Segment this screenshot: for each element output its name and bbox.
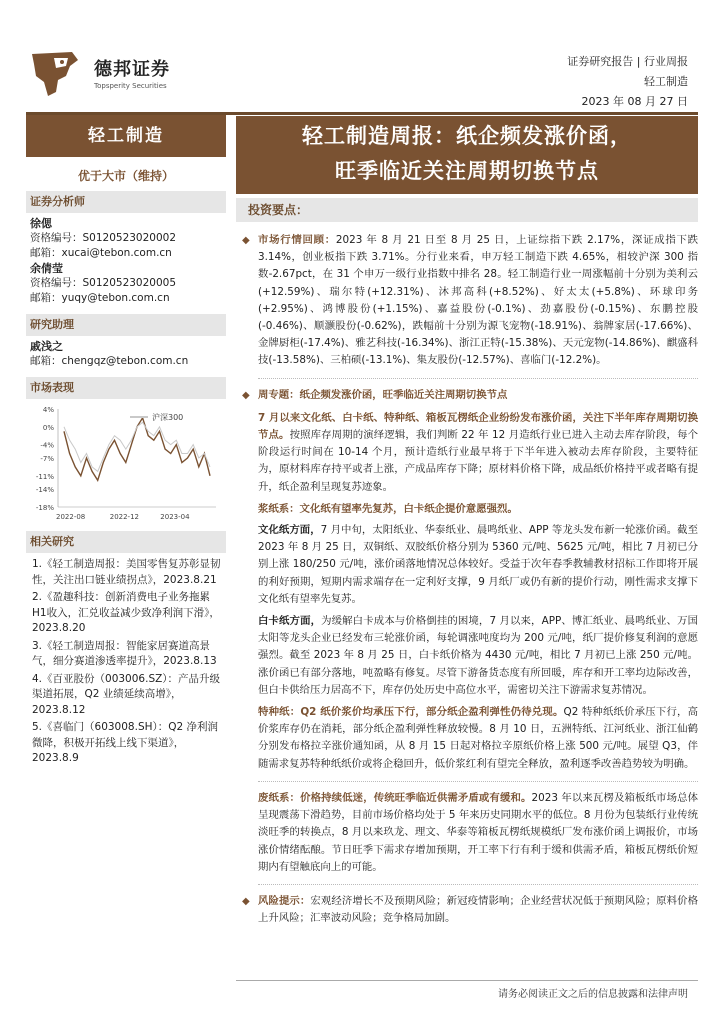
- x-tick-label: 2022-12: [109, 513, 139, 521]
- culture-text: 7 月中旬，太阳纸业、华泰纸业、晨鸣纸业、APP 等龙头发布新一轮涨价函。截至 2023 年 8 月 25 日，双铜纸、双胶纸价格分别为 5360 元/吨、5625 元/吨，相比 7 月初已分别上涨 180/250 元/吨，涨价函落地情况总体较好。受益于次年春季教辅教材招标工作即将开展的利好预期，短期内需求端存在一定利好支撑，9 月纸厂或仍有新的提价行动，刚性需求支撑下文化纸有望率先复苏。: [258, 524, 699, 605]
- analyst-name: 徐偲: [30, 217, 52, 230]
- topic-sub: 7 月以来文化纸、白卡纸、特种纸、箱板瓦楞纸企业纷纷发布涨价函，关注下半年库存周期切换节点。: [258, 411, 698, 442]
- title-line-2: 旺季临近关注周期切换节点: [335, 159, 599, 183]
- topic-body: [236, 410, 698, 496]
- report-type: 证券研究报告 | 行业周报: [567, 55, 688, 68]
- y-tick-label: -14%: [35, 486, 54, 495]
- analyst-cert: 资格编号：S0120523020002: [30, 232, 177, 244]
- related-heading: 相关研究: [26, 531, 226, 553]
- y-tick-label: -7%: [40, 455, 54, 463]
- report-date: 2023 年 08 月 27 日: [581, 95, 688, 108]
- white-label: 白卡纸方面，: [258, 615, 322, 628]
- y-tick-label: -18%: [35, 504, 54, 512]
- bullet-icon: ◆: [242, 389, 250, 401]
- waste-paper: [236, 790, 698, 876]
- analyst-email[interactable]: 邮箱：yuqy@tebon.com.cn: [30, 292, 170, 304]
- report-header: [567, 52, 688, 112]
- related-item[interactable]: 4.《百亚股份（003006.SZ）：产品升级渠道拓展，Q2 业绩延续高增》，2023.8.12: [32, 672, 221, 716]
- y-tick-label: -11%: [35, 472, 54, 481]
- market-heading: 市场表现: [26, 377, 226, 399]
- related-item[interactable]: 3.《轻工制造周报：智能家居赛道高景气，细分赛道渗透率提升》，2023.8.13: [32, 639, 217, 667]
- divider: [258, 884, 698, 885]
- x-tick-label: 2022-08: [56, 513, 86, 521]
- related-list: [26, 553, 226, 767]
- series-line-hs300: [64, 422, 210, 471]
- y-tick-label: -4%: [40, 441, 54, 450]
- title-line-1: 轻工制造周报：纸企频发涨价函，: [302, 124, 632, 148]
- market-chart-svg: [26, 403, 226, 529]
- footer-disclaimer: 请务必阅读正文之后的信息披露和法律声明: [498, 989, 688, 1000]
- market-chart: [26, 399, 226, 531]
- white-paper: [236, 613, 698, 699]
- brand-name: 德邦证券: [94, 59, 170, 80]
- culture-label: 文化纸方面，: [258, 524, 321, 537]
- special-text: Q2 特种纸纸价承压下行，高价浆库存仍在消耗，部分纸企盈利弹性释放较慢。8 月 10 日，五洲特纸、江河纸业、浙江仙鹤分别发布格拉辛涨价通知函，从 8 月 15 日起对格拉辛原纸价格上涨 500 元/吨。展望 Q3，伴随需求复苏特种纸纸价或将企稳回升，低价浆红利有望完全释放，盈利逐季改善趋势较为明确。: [258, 706, 698, 770]
- risk-notice: [236, 893, 698, 927]
- risk-label: 风险提示：: [258, 894, 311, 907]
- special-paper: [236, 704, 698, 773]
- risk-text: 宏观经济增长不及预期风险；新冠疫情影响；企业经营状况低于预期风险；原料价格上升风险；汇率波动风险；竞争格局加剧。: [258, 894, 699, 925]
- special-label: 特种纸：Q2 纸价浆价均承压下行，部分纸企盈利弹性仍待兑现。: [258, 706, 564, 719]
- paper-heading: 浆纸系：文化纸有望率先复苏，白卡纸企提价意愿强烈。: [258, 502, 518, 515]
- bullet-icon: ◆: [242, 235, 250, 246]
- analyst-cert: 资格编号：S0120523020005: [30, 277, 177, 289]
- related-item[interactable]: 5.《喜临门（603008.SH）：Q2 净利润微降，积极开拓线上线下渠道》，2023.8.9: [32, 721, 219, 764]
- y-tick-label: 4%: [42, 406, 54, 414]
- sector-label: 轻工制造: [26, 115, 226, 157]
- bullet-icon: ◆: [242, 895, 250, 907]
- report-sector: 轻工制造: [644, 75, 688, 88]
- analyst-list: [26, 213, 226, 314]
- brand-name-en: Topsperity Securities: [94, 82, 167, 90]
- main-content: [236, 232, 698, 933]
- culture-paper: [236, 522, 698, 608]
- related-item[interactable]: 1.《轻工制造周报：美国零售复苏彰显韧性，关注出口链业绩拐点》，2023.8.21: [32, 558, 221, 586]
- report-title: [236, 116, 698, 194]
- key-points-heading: 投资要点：: [236, 198, 698, 222]
- topic-text: 按照库存周期的演绎逻辑，我们判断 22 年 12 月造纸行业已进入主动去库存阶段，每个阶段运行时间在 10-14 个月，预计造纸行业最早将于下半年进入被动去库存阶段，主要特征为，原材料库存持平或者上涨，产成品库存下降；原材料价格下降，成品纸价格持平或者略有提升，纸企盈利呈现复苏迹象。: [258, 429, 698, 493]
- analyst-heading: 证券分析师: [26, 191, 226, 213]
- brand-logo: [26, 46, 170, 104]
- divider: [258, 781, 698, 782]
- analyst-name: 余倩莹: [30, 262, 63, 275]
- y-tick-label: 0%: [42, 423, 54, 432]
- x-tick-label: 2023-04: [160, 513, 190, 521]
- market-review-text: 2023 年 8 月 21 日至 8 月 25 日，上证综指下跌 2.17%，深证成指下跌 3.14%，创业板指下跌 3.71%。分行业来看，申万轻工制造下跌 4.65%，相较沪深 300 指数-2.67pct，在 31 个申万一级行业指数中排名 28。轻工制造行业一周涨幅前十分别为美利云(+12.59%)、瑞尔特(+12.31%)、沐邦高科(+8.52%)、好太太(+5.8%)、环球印务(+2.95%)、鸿博股份(+1.15%)、嘉益股份(-0.1%)、劲嘉股份(-0.15%)、东鹏控股(-0.46%)、顺灏股份(-0.62%)，跌幅前十分别为源飞宠物(-18.91%)、翁牌家居(-17.66%)、金牌厨柜(-17.4%)、雅艺科技(-16.34%)、浙江正特(-15.38%)、天元宠物(-14.86%)、麒盛科技(-13.58%)、三柏硕(-13.1%)、集友股份(-12.57%)、喜临门(-12.2%)。: [258, 234, 698, 367]
- brand-logo-icon: [26, 46, 86, 104]
- market-review: [236, 232, 698, 370]
- assistant-email[interactable]: 邮箱：chengqz@tebon.com.cn: [30, 355, 189, 367]
- assistant-info: [26, 336, 226, 377]
- market-review-label: 市场行情回顾：: [258, 234, 336, 246]
- footer-rule: [236, 980, 698, 981]
- legend-label: 沪深300: [152, 413, 184, 422]
- rating: 优于大市（维持）: [77, 169, 174, 183]
- left-sidebar: [26, 115, 226, 769]
- weekly-topic: [236, 387, 698, 404]
- analyst-email[interactable]: 邮箱：xucai@tebon.com.cn: [30, 247, 172, 259]
- assistant-heading: 研究助理: [26, 314, 226, 336]
- weekly-topic-label: 周专题：纸企频发涨价函，旺季临近关注周期切换节点: [258, 388, 508, 401]
- related-item[interactable]: 2.《盈趣科技：创新消费电子业务拖累H1收入，汇兑收益减少致净利润下滑》，2023.8.20: [32, 591, 220, 634]
- waste-label: 废纸系：价格持续低迷，传统旺季临近供需矛盾或有缓和。: [258, 791, 532, 804]
- assistant-name: 戚浅之: [30, 340, 63, 353]
- waste-text: 2023 年以来瓦楞及箱板纸市场总体呈现震荡下滑趋势，目前市场价格均处于 5 年来历史同期水平的低位。8 月份为包装纸行业传统淡旺季的转换点，8 月以来玖龙、理文、华泰等箱板瓦楞纸规模纸厂发布涨价函上调报价，市场涨价情绪酝酿。节日旺季下需求存增加预期，开工率下行有利于缓和供需矛盾，箱板瓦楞纸价短期内有望触底向上的可能。: [258, 791, 698, 873]
- divider: [258, 378, 698, 379]
- white-text: 为缓解白卡成本与价格倒挂的困境，7 月以来，APP、博汇纸业、晨鸣纸业、万国太阳等龙头企业已经发布三轮涨价函，每轮调涨吨度均为 200 元/吨，纸厂提价修复利润的意愿强烈。截至 2023 年 8 月 25 日，白卡纸价格为 4430 元/吨，相比 7 月初已上涨 250 元/吨。涨价函已有部分落地，吨盈略有修复。尽管下游备货态度有所回暖，库存和开工率均边际改善，但白卡供给压力居高不下，库存仍处历史中高位水平，需密切关注下游需求复苏情况。: [258, 615, 698, 696]
